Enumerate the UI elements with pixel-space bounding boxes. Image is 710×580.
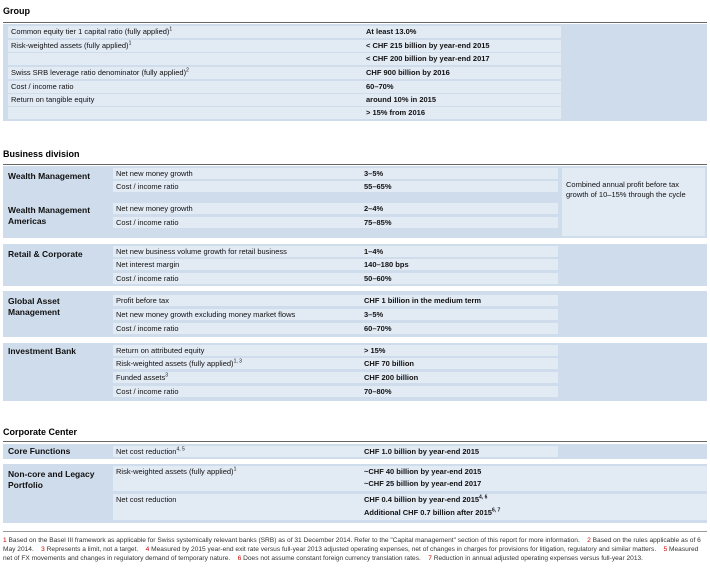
footnote: 1 Based on the Basel III framework as applicable for Swiss systemically relevant banks (SRB) as of 31 December 2014. Refer to the "Capital management" section of this report for more information. <box>3 537 580 544</box>
footnote: 3 Represents a limit, not a target. <box>41 546 139 553</box>
group-row: Return on tangible equity around 10% in 2015 <box>8 94 561 106</box>
legacy-rwa-row: Risk-weighted assets (fully applied)$^1$ ~CHF 40 billion by year-end 2015 ~CHF 25 billion by year-end 2017 <box>113 466 707 491</box>
group-row: Risk-weighted assets (fully applied)$^1$ < CHF 215 billion by year-end 2015 <box>8 40 561 52</box>
investment-bank-panel <box>3 343 707 401</box>
global-asset-management-panel <box>3 291 707 337</box>
division-name-wealth-management: Wealth Management <box>8 171 91 181</box>
business-section-title: Business division <box>3 149 80 159</box>
division-row: Net new business volume growth for retail business 1–4% <box>113 246 558 257</box>
division-row: Net interest margin 140–180 bps <box>113 259 558 270</box>
wm-wma-panel <box>3 166 707 238</box>
corporate-section-title: Corporate Center <box>3 427 78 437</box>
core-functions-panel <box>3 444 707 459</box>
corporate-top-rule <box>3 441 707 442</box>
footnotes <box>3 536 707 563</box>
division-row: Return on attributed equity > 15% <box>113 345 558 356</box>
group-row: Common equity tier 1 capital ratio (fully applied)$^1$ At least 13.0% <box>8 26 561 38</box>
group-row: Cost / income ratio 60–70% <box>8 81 561 93</box>
division-row: Profit before tax CHF 1 billion in the medium term <box>113 295 558 306</box>
footnote: 5 Measured net of FX movements and changes in regulatory demand of temporary nature. <box>3 546 699 562</box>
retail-corporate-panel <box>3 244 707 286</box>
group-row: > 15% from 2016 <box>8 107 561 119</box>
legacy-portfolio-panel <box>3 464 707 523</box>
footnote: 7 Reduction in annual adjusted operating expenses versus full-year 2013. <box>428 555 644 562</box>
footnote: 4 Measured by 2015 year-end exit rate versus full-year 2013 adjusted operating expenses, net of changes in charges for provisions for litigation, regulatory and similar matters. <box>145 546 657 553</box>
group-row: < CHF 200 billion by year-end 2017 <box>8 53 561 65</box>
division-name-retail-corporate: Retail & Corporate <box>8 249 83 259</box>
footnote: 6 Does not assume constant foreign currency translation rates. <box>237 555 421 562</box>
division-name-global-asset-management: Global Asset Management <box>8 296 60 317</box>
business-top-rule <box>3 164 707 165</box>
division-row: Cost / income ratio 60–70% <box>113 323 558 334</box>
division-row: Net new money growth 3–5% <box>113 168 558 179</box>
wm-combined-note: Combined annual profit before tax growth of 10–15% through the cycle <box>562 168 705 236</box>
legacy-portfolio-name: Non-core and Legacy Portfolio <box>8 469 95 490</box>
division-row: Net new money growth excluding money market flows 3–5% <box>113 309 558 320</box>
division-row: Net new money growth 2–4% <box>113 203 558 214</box>
division-name-wealth-management-americas: Wealth Management Americas <box>8 205 91 226</box>
division-row: Cost / income ratio 70–80% <box>113 386 558 397</box>
division-row: Funded assets$^3$ CHF 200 billion <box>113 372 558 383</box>
division-row: Cost / income ratio 50–60% <box>113 273 558 284</box>
core-functions-name: Core Functions <box>8 446 71 456</box>
division-row: Cost / income ratio 55–65% <box>113 181 558 192</box>
group-panel <box>3 24 707 121</box>
division-row: Cost / income ratio 75–85% <box>113 217 558 228</box>
group-top-rule <box>3 22 707 23</box>
group-row: Swiss SRB leverage ratio denominator (fully applied)$^2$ CHF 900 billion by 2016 <box>8 67 561 79</box>
legacy-cost-row: Net cost reduction CHF 0.4 billion by year-end 2015$^{4, 6}$ Additional CHF 0.7 billion after 2015$^{6, 7}$ <box>113 494 707 520</box>
footnotes-rule <box>3 531 707 532</box>
core-functions-row: Net cost reduction$^{4, 5}$ CHF 1.0 billion by year-end 2015 <box>113 446 558 457</box>
division-name-investment-bank: Investment Bank <box>8 346 77 356</box>
group-section-title: Group <box>3 6 30 16</box>
footnote: 2 Based on the rules applicable as of 6 May 2014. <box>3 537 701 553</box>
division-row: Risk-weighted assets (fully applied)$^{1, 3}$ CHF 70 billion <box>113 358 558 369</box>
